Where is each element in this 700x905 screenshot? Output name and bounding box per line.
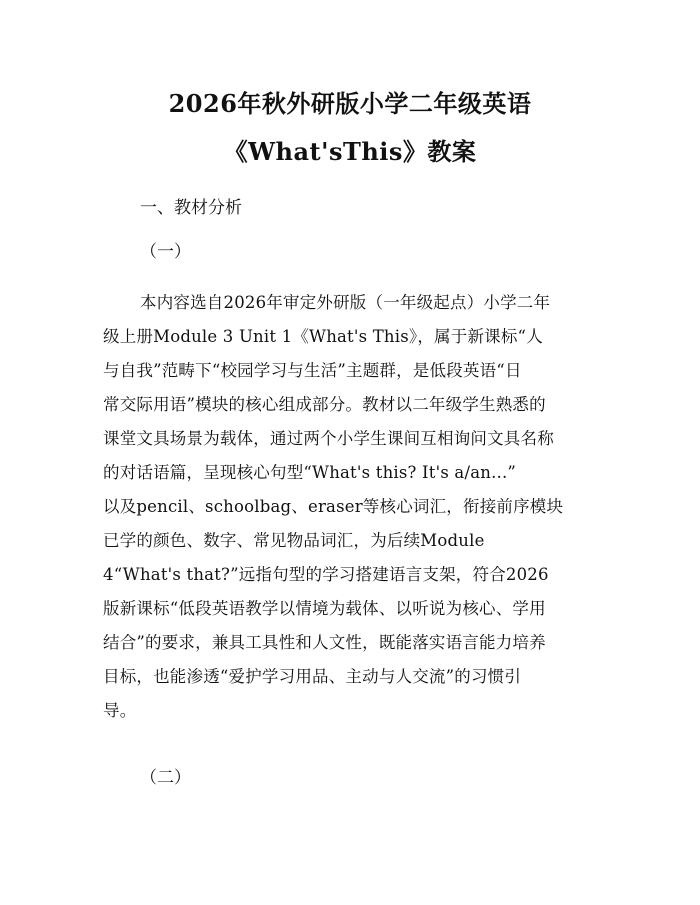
paragraph-line: 目标，也能渗透“爱护学习用品、主动与人交流”的习惯引 — [103, 667, 522, 686]
paragraph-line: 4“What's that?”远指句型的学习搭建语言支架，符合2026 — [103, 565, 549, 584]
paragraph-line: 本内容选自2026年审定外研版（一年级起点）小学二年 — [140, 293, 551, 312]
paragraph-line: 以及pencil、schoolbag、eraser等核心词汇，衔接前序模块 — [103, 497, 564, 516]
section-heading: 一、教材分析 — [140, 198, 242, 218]
document-title-line-2: 《What'sThis》教案 — [223, 137, 477, 166]
subsection-heading-1: （一） — [140, 242, 191, 262]
subsection-heading-2: （二） — [140, 768, 191, 788]
paragraph-line: 与自我”范畴下“校园学习与生活”主题群，是低段英语“日 — [103, 361, 522, 380]
document-title-line-1: 2026年秋外研版小学二年级英语 — [168, 89, 532, 118]
paragraph-line: 导。 — [103, 701, 137, 720]
paragraph-line: 的对话语篇，呈现核心句型“What's this? It's a/an...” — [103, 463, 517, 482]
paragraph-line: 常交际用语”模块的核心组成部分。教材以二年级学生熟悉的 — [103, 395, 546, 414]
paragraph-line: 结合”的要求，兼具工具性和人文性，既能落实语言能力培养 — [103, 633, 546, 652]
paragraph-line: 已学的颜色、数字、常见物品词汇，为后续Module — [103, 531, 485, 550]
paragraph-line: 版新课标“低段英语教学以情境为载体、以听说为核心、学用 — [103, 599, 546, 618]
paragraph-line: 课堂文具场景为载体，通过两个小学生课间互相询问文具名称 — [103, 429, 554, 448]
paragraph-line: 级上册Module 3 Unit 1《What's This》，属于新课标“人 — [103, 327, 543, 346]
